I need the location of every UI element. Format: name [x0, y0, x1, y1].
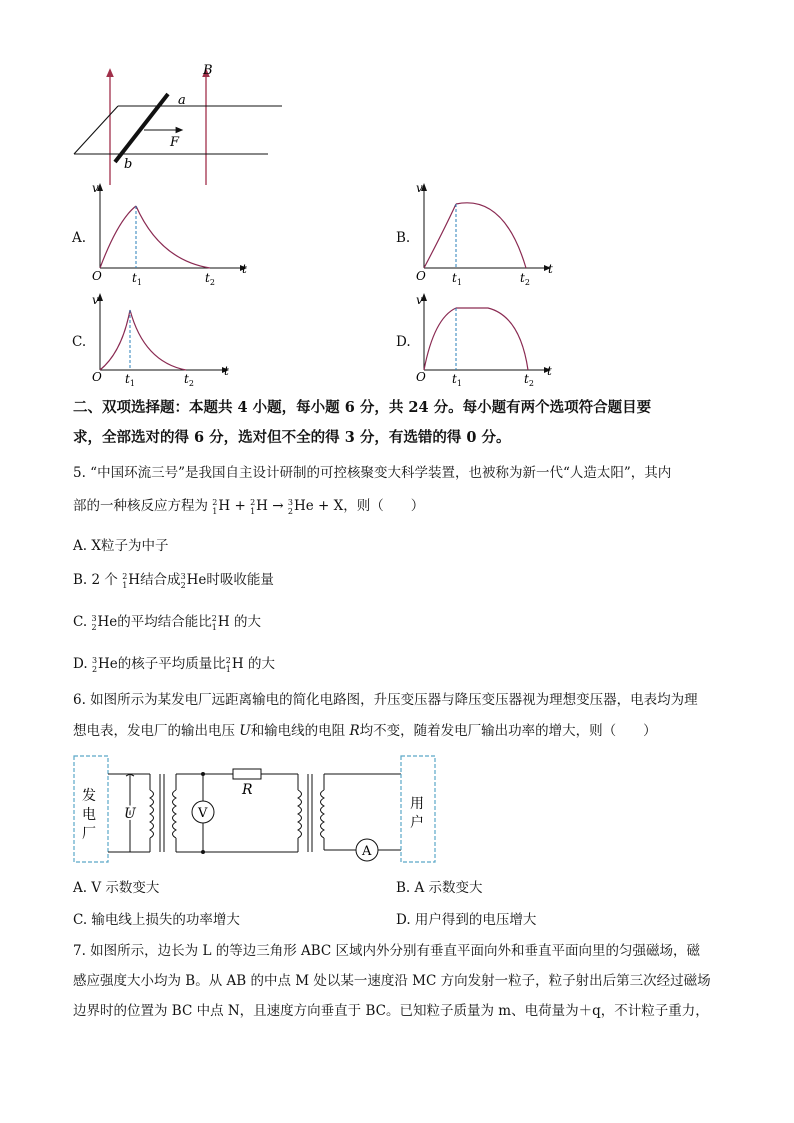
- plant-char-1: 发: [82, 788, 96, 804]
- axis-v: v: [92, 293, 99, 307]
- label-a: a: [178, 93, 186, 108]
- label-B: B: [203, 63, 213, 78]
- tick-t2: $t_2$: [205, 271, 215, 287]
- option-a-letter: A.: [72, 230, 87, 246]
- q6-option-d: D. 用户得到的电压增大: [396, 912, 537, 928]
- label-U: U: [124, 806, 136, 822]
- user-char-2: 户: [410, 815, 424, 831]
- q5-option-a: A. X粒子为中子: [73, 538, 169, 554]
- q5-line2: 部的一种核反应方程为 2 1 H + 2 1 H → 3 2 He + X，则（ ）: [73, 497, 425, 516]
- axis-t: t: [547, 364, 552, 378]
- option-b-letter: B.: [396, 230, 411, 246]
- origin: O: [92, 370, 102, 384]
- section-heading-line1: 二、双项选择题：本题共 4 小题，每小题 6 分，共 24 分。每小题有两个选项符合题目要: [73, 399, 652, 416]
- graph-c: [90, 292, 255, 392]
- tick-t1: $t_1$: [132, 271, 142, 287]
- q5-option-b: B. 2 个 2 1 H结合成 3 2 He时吸收能量: [73, 571, 274, 590]
- tick-t1: $t_1$: [125, 372, 135, 388]
- q6-option-c: C. 输电线上损失的功率增大: [73, 912, 240, 928]
- label-R: R: [242, 782, 253, 798]
- user-char-1: 用: [410, 796, 424, 812]
- origin: O: [416, 370, 426, 384]
- graph-b: [414, 180, 579, 290]
- axis-t: t: [224, 364, 229, 378]
- q6-option-b: B. A 示数变大: [396, 880, 483, 896]
- label-b: b: [124, 157, 133, 172]
- q6-option-a: A. V 示数变大: [73, 880, 160, 896]
- rail-figure: [60, 60, 300, 190]
- graph-a: [90, 180, 255, 290]
- tick-t1: $t_1$: [452, 271, 462, 287]
- option-c-letter: C.: [72, 334, 87, 350]
- q6-line1: 6. 如图所示为某发电厂远距离输电的简化电路图，升压变压器与降压变压器视为理想变压器，电表均为理: [73, 692, 698, 708]
- tick-t2: $t_2$: [520, 271, 530, 287]
- plant-char-3: 厂: [82, 826, 96, 842]
- q7-line3: 边界时的位置为 BC 中点 N，且速度方向垂直于 BC。已知粒子质量为 m、电荷量为＋q，不计粒子重力，: [73, 1003, 709, 1019]
- q5-line1: 5. “中国环流三号”是我国自主设计研制的可控核聚变大科学装置，也被称为新一代“人造太阳”，其内: [73, 465, 672, 481]
- graph-d: [414, 292, 579, 392]
- q6-line2: 想电表，发电厂的输出电压 U和输电线的电阻 R均不变，随着发电厂输出功率的增大，则（ ）: [73, 723, 657, 739]
- q5-option-d: D. 3 2 He的核子平均质量比 2 1 H 的大: [73, 655, 275, 674]
- option-d-letter: D.: [396, 334, 411, 350]
- origin: O: [92, 269, 102, 283]
- tick-t2: $t_2$: [524, 372, 534, 388]
- axis-t: t: [242, 262, 247, 276]
- origin: O: [416, 269, 426, 283]
- tick-t2: $t_2$: [184, 372, 194, 388]
- meter-A: A: [362, 844, 372, 859]
- axis-t: t: [548, 262, 553, 276]
- q7-line1: 7. 如图所示，边长为 L 的等边三角形 ABC 区域内外分别有垂直平面向外和垂直平面向里的匀强磁场，磁: [73, 943, 701, 959]
- label-F: F: [170, 135, 180, 150]
- plant-char-2: 电: [82, 807, 96, 823]
- meter-V: V: [198, 806, 208, 821]
- axis-v: v: [416, 181, 423, 195]
- q5-option-c: C. 3 2 He的平均结合能比 2 1 H 的大: [73, 613, 261, 632]
- section-heading-line2: 求，全部选对的得 6 分，选对但不全的得 3 分，有选错的得 0 分。: [73, 429, 511, 446]
- q7-line2: 感应强度大小均为 B。从 AB 的中点 M 处以某一速度沿 MC 方向发射一粒子，粒子射出后第三次经过磁场: [73, 973, 711, 989]
- tick-t1: $t_1$: [452, 372, 462, 388]
- axis-v: v: [92, 181, 99, 195]
- circuit-diagram: [70, 752, 440, 867]
- axis-v: v: [416, 293, 423, 307]
